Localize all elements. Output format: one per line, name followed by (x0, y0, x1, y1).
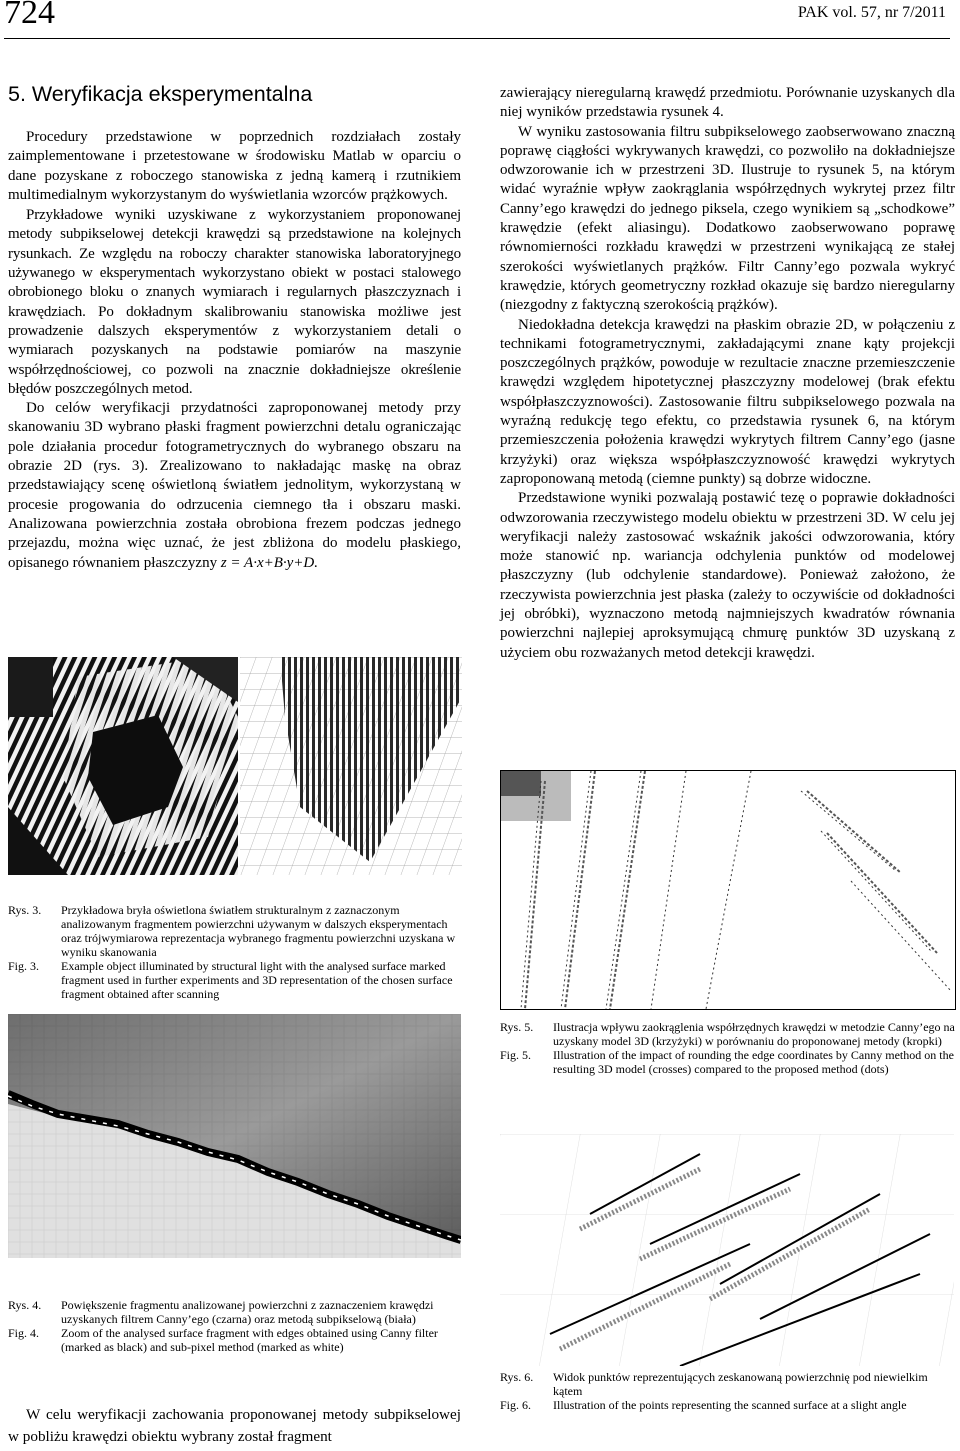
right-paragraph-2: W wyniku zastosowania filtru subpikselowego zaobserwowano znaczną poprawę ciągłości wykrywanych krawędzi, co pozwoliło na dokładniejsze odwzorowanie ich w przestrzeni 3D. Ilustruje to rysunek 5, na którym widać wyraźnie wpływ zaokrąglania współrzędnych wykrytej przez filtr Canny’ego krawędzi do jednego piksela, czego wynikiem są „schodkowe” krawędzie (efekt aliasingu). Dodatkowo zaobserwowano poprawę równomierności rozkładu krawędzi w przestrzeni wynikającą ze stałej szerokości wyświetlanych prążków. Filtr Canny’ego pozwala wykryć krawędzie, których geometryczny rozkład okazuje się bardzo nieregularny (niezgodny z faktyczną szerokością prążków). (500, 123, 955, 314)
figure-4-caption (8, 1298, 458, 1354)
surface-3d-mesh (240, 657, 462, 875)
fig5-fig-text: Illustration of the impact of rounding the edge coordinates by Canny method on the resulting 3D model (crosses) compared to the proposed method (dots) (553, 1048, 954, 1076)
figure-6-caption (500, 1370, 955, 1412)
figure-6-slight-angle-view (500, 1134, 954, 1366)
fig3-rys-text: Przykładowa bryła oświetlona światłem strukturalnym z zaznaczonym analizowanym fragmentem powierzchni używanym w dalszych eksperymentach oraz trójwymiarowa reprezentacja wybranego fragmentu powierzchni uzyskana w wyniku skanowania (61, 903, 456, 959)
right-column (500, 84, 955, 663)
fig5-fig-label: Fig. 5. (500, 1048, 532, 1062)
figure-4-zoom (8, 1014, 461, 1258)
right-paragraph-3: Niedokładna detekcja krawędzi na płaskim obrazie 2D, w połączeniu z technikami fotogrametrycznymi, zakładającymi znane kąty projekcji poszczególnych prążków, powoduje w rezultacie znaczne przemieszczenie krawędzi względem hipotetycznej płaszczyzny modelowej (brak efektu współpłaszczyznowości). Zastosowanie filtru subpikselowego pozwala na wyraźną redukcję tego efektu, co przedstawia rysunek 6, na którym przemieszczenia położenia krawędzi wykrytych filtrem Canny’ego (jasne krzyżyki) oraz większa współpłaszczyznowość krawędzi wykrytych zaproponowaną metodą (ciemne punkty) są dobrze widoczne. (500, 316, 955, 487)
journal-name: PAK vol. 57, nr 7/2011 (797, 4, 946, 21)
fig4-rys-label: Rys. 4. (8, 1298, 42, 1312)
figure-3-object-photo (8, 657, 238, 875)
fig4-fig-label: Fig. 4. (8, 1326, 40, 1340)
header-rule (4, 38, 950, 39)
structured-light-object-image (8, 657, 238, 875)
figure-3-3d-representation (240, 657, 462, 875)
zoomed-surface-fragment (8, 1014, 461, 1258)
edge-rounding-comparison (501, 771, 955, 1009)
plane-equation: z = A·x+B·y+D. (220, 554, 318, 571)
right-paragraph-4: Przedstawione wyniki pozwalają postawić tezę o poprawie dokładności odwzorowania rzeczywistego modelu obiektu w przestrzeni 3D. W celu jej weryfikacji należy zastosować wskaźnik jakości odwzorowania, który może stanowić np. wariancja odchylenia punktów od modelowej płaszczyzny (lub odchylenie standardowe). Ponieważ założono, że rzeczywista powierzchnia jest płaska (zależy to oczywiście od dokładności jej obróbki), wyznaczono metodą najmniejszych kwadratów równania powierzchni najlepiej aproksymującą chmurę punktów 3D uzyskaną z użyciem obu rozważanych metod detekcji krawędzi. (500, 490, 955, 661)
fig3-rys-label: Rys. 3. (8, 903, 42, 917)
left-paragraph-3 (8, 399, 461, 573)
fig5-rys-text: Ilustracja wpływu zaokrąglenia współrzędnych krawędzi w metodzie Canny’ego na uzyskany model 3D (krzyżyki) w porównaniu do proponowanej metody (kropki) (553, 1020, 955, 1048)
left-paragraph-3-text: Do celów weryfikacji przydatności zaproponowanej metody przy skanowaniu 3D wybrano płaski fragment powierzchni detalu ograniczając pole działania procedur fotogrametrycznych do wybranego obszaru na obrazie 2D (rys. 3). Zrealizowano to nakładając maskę na obraz przedstawiający scenę oświetloną światłem jednolitym, wykorzystaną w procesie progowania do odrzucenia ciemnego tła i obszaru maski. Analizowana powierzchnia została obrobiona frezem podczas jednego przejazdu, można więc uznać, że jest zbliżona do modelu płaskiego, opisanego równaniem płaszczyzny (8, 400, 461, 571)
bottom-paragraph: W celu weryfikacji zachowania proponowanej metody subpikselowej w pobliżu krawędzi obiektu wybrany został fragment (8, 1406, 461, 1445)
fig6-fig-text: Illustration of the points representing the scanned surface at a slight angle (553, 1398, 907, 1412)
fig6-rys-label: Rys. 6. (500, 1370, 534, 1384)
figure-5-crosses-vs-dots (500, 770, 956, 1010)
page-number: 724 (4, 0, 55, 31)
left-paragraph-2: Przykładowe wyniki uzyskiwane z wykorzystaniem proponowanej metody subpikselowej detekcji krawędzi są przedstawione na kolejnych rysunkach. Ze względu na roboczy charakter stanowiska laboratoryjnego używanego w eksperymentach wykorzystano obiekt w postaci stalowego obrobionego bloku o znanych wymiarach i regularnych płaszczyznach i krawędziach. Po dokładnym skalibrowaniu stanowiska możliwe jest prowadzenie dalszych eksperymentów z wykorzystaniem detali o wymiarach pozyskanych na podstawie pomiarów na maszynie współrzędnościowej, co pozwoli na znacznie dokładniejsze określenie błędów poszczególnych metod. (8, 207, 461, 397)
right-paragraph-1: zawierający nieregularną krawędź przedmiotu. Porównanie uzyskanych dla niej wyników przedstawia rysunek 4. (500, 85, 955, 121)
fig6-rys-text: Widok punktów reprezentujących zeskanowaną powierzchnię pod niewielkim kątem (553, 1370, 928, 1398)
section-title: 5. Weryfikacja eksperymentalna (8, 82, 313, 106)
figure-5-caption (500, 1020, 955, 1076)
fig3-fig-text: Example object illuminated by structural light with the analysed surface marked fragment used in further experiments and 3D representation of the chosen surface fragment obtained after scanning (61, 959, 453, 1001)
fig5-rys-label: Rys. 5. (500, 1020, 534, 1034)
fig4-fig-text: Zoom of the analysed surface fragment with edges obtained using Canny filter (marked as black) and sub-pixel method (marked as white) (61, 1326, 438, 1354)
fig4-rys-text: Powiększenie fragmentu analizowanej powierzchni z zaznaczeniem krawędzi uzyskanych filtrem Canny’ego (czarna) oraz metodą subpikselową (biała) (61, 1298, 434, 1326)
fig6-fig-label: Fig. 6. (500, 1398, 532, 1412)
figure-3-caption (8, 903, 458, 1001)
fig3-fig-label: Fig. 3. (8, 959, 40, 973)
scanned-points-view (500, 1134, 954, 1366)
left-column (8, 128, 461, 573)
left-paragraph-1: Procedury przedstawione w poprzednich rozdziałach zostały zaimplementowane i przetestowane w środowisku Matlab w oparciu o dane pozyskane z roboczego stanowiska z jedną kamerą i rzutnikiem multimedialnym wykorzystanym do wyświetlania wzorców prążkowych. (8, 129, 461, 203)
